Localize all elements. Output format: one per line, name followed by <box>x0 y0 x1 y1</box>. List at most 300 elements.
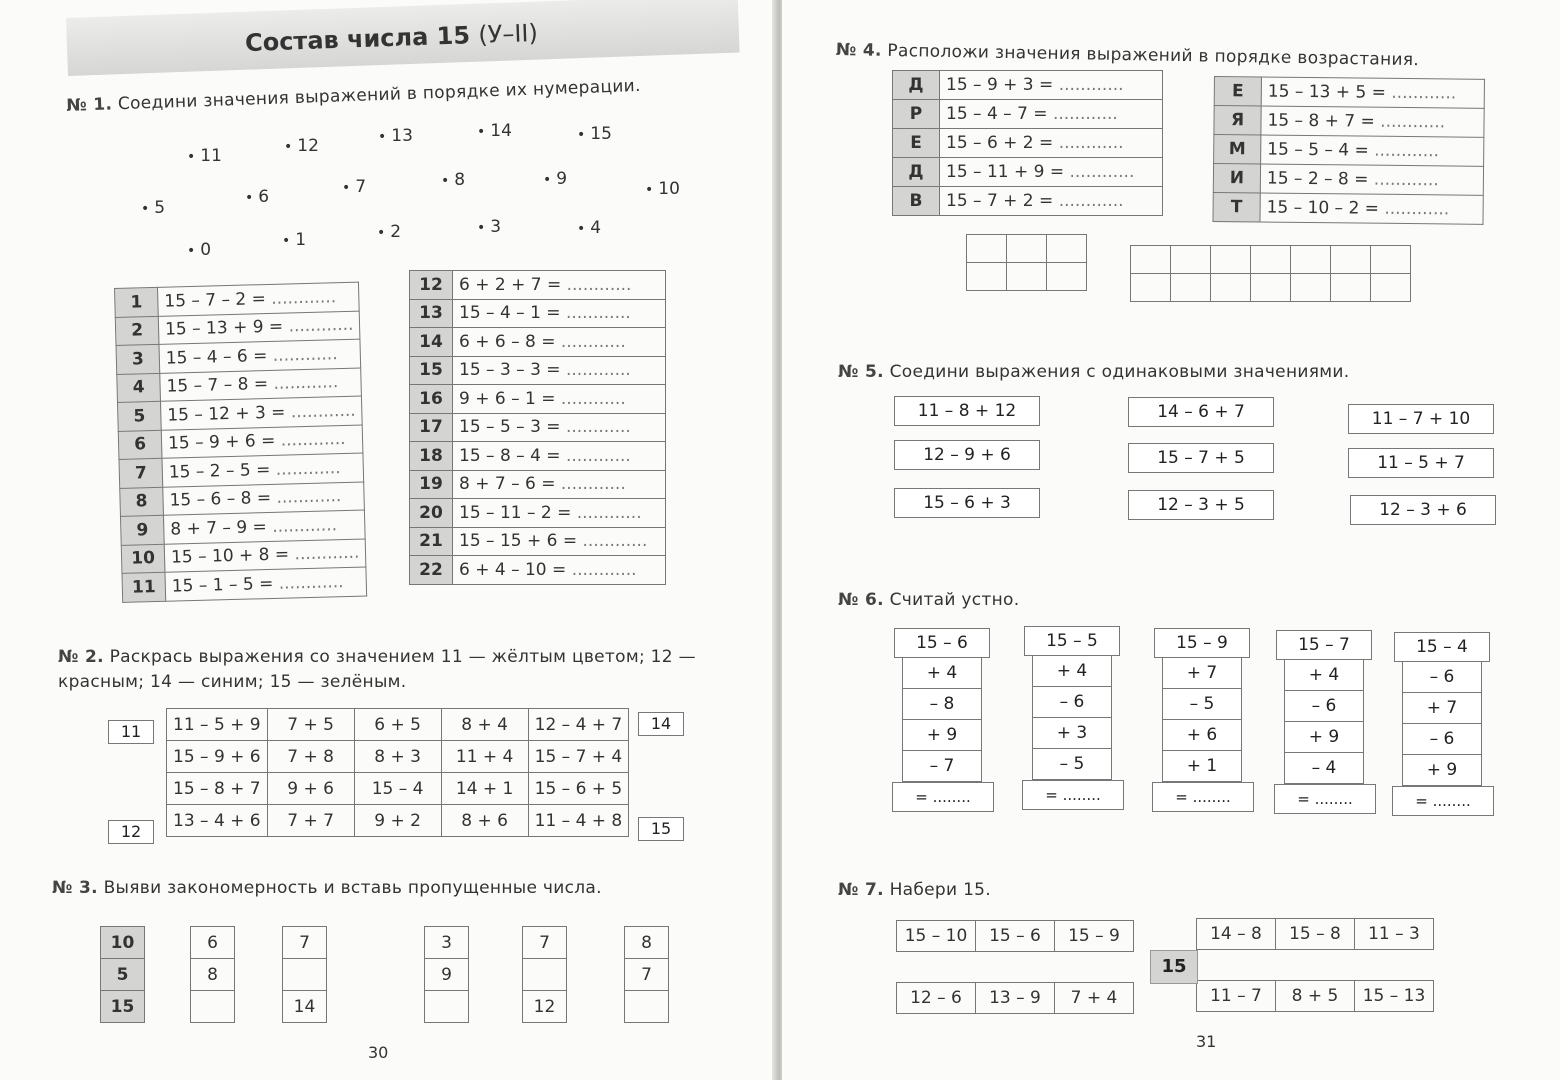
expression-text: 6 + 2 + 7 = <box>459 274 562 295</box>
row-number: 3 <box>116 344 160 374</box>
answer-cell[interactable] <box>1131 274 1171 302</box>
task4-row <box>893 129 1163 158</box>
row-number: 4 <box>117 373 161 403</box>
result-cell[interactable]: = ........ <box>1274 784 1376 814</box>
row-number: 19 <box>410 470 453 499</box>
answer-blank: ............ <box>565 303 631 324</box>
expression-text: 15 – 7 + 2 = <box>946 191 1054 211</box>
column-operations <box>1032 656 1112 780</box>
task4-text: Расположи значения выражений в порядке возрастания. <box>887 40 1420 71</box>
expression-cell[interactable] <box>453 385 666 414</box>
task7-top-right <box>1196 918 1434 950</box>
colorable-expression[interactable]: 15 – 8 + 7 <box>167 773 268 805</box>
answer-blank: ............ <box>560 474 626 495</box>
task2-heading-line2 <box>58 672 407 692</box>
answer-blank: ............ <box>294 542 360 565</box>
operation-cell: – 4 <box>1284 753 1364 784</box>
column-start-expression: 15 – 4 <box>1394 632 1490 662</box>
operation-cell: – 5 <box>1032 749 1112 780</box>
row-number: 6 <box>118 430 162 460</box>
expression-text: 15 – 15 + 6 = <box>459 531 578 552</box>
task3-column <box>100 926 145 1023</box>
colorable-expression[interactable]: 9 + 2 <box>354 805 441 837</box>
missing-number-cell[interactable] <box>523 959 567 991</box>
task3-row <box>191 959 235 991</box>
answer-blank: ............ <box>1384 198 1450 220</box>
answer-cell[interactable] <box>1211 246 1251 274</box>
answer-cell[interactable] <box>1251 274 1291 302</box>
task1-row <box>410 356 666 385</box>
task4-row <box>893 100 1163 129</box>
task2-heading <box>58 647 696 667</box>
label-box-15: 15 <box>638 817 684 841</box>
answer-cell[interactable] <box>1371 246 1411 274</box>
task5-box[interactable]: 14 – 6 + 7 <box>1128 397 1274 427</box>
task4-answer-word-1 <box>966 234 1087 291</box>
sum-expression-cell[interactable]: 11 – 7 <box>1197 981 1276 1012</box>
task3-row <box>625 959 669 991</box>
number-cell: 8 <box>191 959 235 991</box>
task3-row <box>283 959 327 991</box>
number-cell: 7 <box>625 959 669 991</box>
task3-row <box>191 991 235 1023</box>
answer-blank: ............ <box>275 457 341 480</box>
expression-cell[interactable] <box>1261 135 1484 166</box>
expression-text: 15 – 2 – 5 = <box>168 459 271 483</box>
row-number: 22 <box>410 556 453 585</box>
number-cell: 14 <box>283 991 327 1023</box>
answer-cell[interactable] <box>1371 274 1411 302</box>
answer-blank: ............ <box>1052 104 1118 124</box>
page-31 <box>782 0 1560 1080</box>
number-cell: 9 <box>425 959 469 991</box>
result-cell[interactable]: = ........ <box>1392 786 1494 816</box>
colorable-expression[interactable]: 15 – 7 + 4 <box>528 741 629 773</box>
task3-row <box>523 959 567 991</box>
dot-8: • 8 <box>441 170 465 190</box>
dot-0: • 0 <box>187 240 211 260</box>
expression-text: 15 – 6 + 2 = <box>946 133 1054 153</box>
expression-cell[interactable] <box>1260 164 1483 195</box>
colorable-expression[interactable]: 15 – 9 + 6 <box>167 741 268 773</box>
expression-cell[interactable] <box>453 356 666 385</box>
mental-math-column <box>1024 626 1120 810</box>
expression-cell[interactable] <box>940 100 1163 129</box>
task2-row <box>167 805 629 837</box>
row-number: 10 <box>121 544 165 574</box>
dot-4: • 4 <box>577 218 601 238</box>
task2-text-line1: Раскрась выражения со значением 11 — жёлтым цветом; 12 — <box>109 647 696 667</box>
row-number: 16 <box>410 385 453 414</box>
number-cell: 12 <box>523 991 567 1023</box>
task5-box[interactable]: 12 – 3 + 6 <box>1350 495 1496 525</box>
answer-blank: ............ <box>582 531 648 552</box>
result-cell[interactable]: = ........ <box>892 782 994 812</box>
task3-number: № 3. <box>52 878 98 898</box>
expression-text: 15 – 2 – 8 = <box>1266 168 1369 190</box>
row-number: 5 <box>117 401 161 431</box>
expression-cell[interactable] <box>453 527 666 556</box>
task3-row <box>425 959 469 991</box>
letter-cell: Е <box>1214 77 1261 106</box>
answer-cell[interactable] <box>967 263 1007 291</box>
letter-cell: В <box>893 187 940 216</box>
expression-text: 15 – 11 + 9 = <box>946 162 1065 182</box>
answer-blank: ............ <box>1058 75 1124 95</box>
dot-5: • 5 <box>141 198 165 218</box>
task4-row <box>893 187 1163 216</box>
expression-text: 15 – 9 + 3 = <box>946 75 1054 95</box>
answer-cell[interactable] <box>1211 274 1251 302</box>
expression-text: 15 – 4 – 7 = <box>946 104 1048 124</box>
colorable-expression[interactable]: 11 – 4 + 8 <box>528 805 629 837</box>
operation-cell: – 5 <box>1162 689 1242 720</box>
letter-cell: Е <box>893 129 940 158</box>
task4-answer-word-2 <box>1130 245 1411 302</box>
expression-text: 15 – 3 – 3 = <box>459 360 561 381</box>
expression-cell[interactable] <box>453 499 666 528</box>
task2-row <box>167 773 629 805</box>
row-number: 12 <box>410 271 453 300</box>
task4-row <box>1214 77 1484 109</box>
expression-cell[interactable] <box>453 271 666 300</box>
colorable-expression[interactable]: 6 + 5 <box>354 709 441 741</box>
row-number: 18 <box>410 442 453 471</box>
sum-expression-cell[interactable]: 15 – 13 <box>1355 981 1434 1012</box>
label-box-12: 12 <box>108 820 154 844</box>
operation-cell: – 6 <box>1402 662 1482 693</box>
answer-cell[interactable] <box>1047 263 1087 291</box>
expression-cell[interactable] <box>940 187 1163 216</box>
answer-blank: ............ <box>271 286 337 309</box>
task3-row <box>283 991 327 1023</box>
operation-cell: – 6 <box>1402 724 1482 755</box>
answer-cell[interactable] <box>967 235 1007 263</box>
task2-grid <box>166 708 629 837</box>
answer-cell[interactable] <box>1007 235 1047 263</box>
sum-expression-cell[interactable]: 12 – 6 <box>897 983 976 1014</box>
answer-blank: ............ <box>565 360 631 381</box>
expression-cell[interactable] <box>940 71 1163 100</box>
column-start-expression: 15 – 7 <box>1276 630 1372 660</box>
page-number-30: 30 <box>368 1043 389 1062</box>
expression-text: 6 + 4 – 10 = <box>459 559 567 580</box>
operation-cell: + 4 <box>1032 656 1112 687</box>
task4-row <box>1213 164 1483 196</box>
task3-row <box>425 927 469 959</box>
expression-cell[interactable] <box>453 328 666 357</box>
answer-cell[interactable] <box>1007 263 1047 291</box>
operation-cell: – 7 <box>902 751 982 782</box>
task5-box[interactable]: 11 – 7 + 10 <box>1348 404 1494 434</box>
task3-column <box>624 926 669 1023</box>
dot-9: • 9 <box>543 169 567 189</box>
expression-cell[interactable] <box>453 556 666 585</box>
dot-15: • 15 <box>577 124 612 144</box>
task4-row <box>1213 192 1483 224</box>
sum-expression-cell[interactable]: 15 – 10 <box>897 921 976 952</box>
colorable-expression[interactable]: 7 + 5 <box>267 709 354 741</box>
colorable-expression[interactable]: 13 – 4 + 6 <box>167 805 268 837</box>
answer-blank: ............ <box>288 314 354 337</box>
sum-expression-cell[interactable]: 11 – 3 <box>1355 919 1434 950</box>
row-number: 14 <box>410 328 453 357</box>
answer-blank: ............ <box>571 559 637 580</box>
task1-row <box>410 413 666 442</box>
missing-number-cell[interactable] <box>191 991 235 1023</box>
task3-column <box>282 926 327 1023</box>
colorable-expression[interactable]: 8 + 4 <box>441 709 528 741</box>
colorable-expression[interactable]: 15 – 6 + 5 <box>528 773 629 805</box>
row-number: 20 <box>410 499 453 528</box>
answer-cell[interactable] <box>1331 246 1371 274</box>
row-number: 9 <box>120 515 164 545</box>
task1-text: Соедини значения выражений в порядке их нумерации. <box>117 75 642 115</box>
dot-7: • 7 <box>342 177 366 197</box>
task4-number: № 4. <box>835 40 882 61</box>
sum-expression-cell[interactable]: 13 – 9 <box>976 983 1055 1014</box>
answer-cell[interactable] <box>1291 274 1331 302</box>
task5-box[interactable]: 11 – 8 + 12 <box>894 396 1040 426</box>
missing-number-cell[interactable] <box>283 959 327 991</box>
dot-6: • 6 <box>245 187 269 207</box>
row-number: 13 <box>410 299 453 328</box>
dot-13: • 13 <box>378 126 413 146</box>
task1-row <box>410 299 666 328</box>
answer-blank: ............ <box>1374 140 1440 162</box>
task4-row <box>893 71 1163 100</box>
operation-cell: – 6 <box>1284 691 1364 722</box>
column-start-expression: 15 – 6 <box>894 628 990 658</box>
operation-cell: + 7 <box>1402 693 1482 724</box>
missing-number-cell[interactable] <box>625 991 669 1023</box>
expression-cell[interactable] <box>1261 77 1484 108</box>
answer-cell[interactable] <box>1171 274 1211 302</box>
expression-text: 15 – 13 + 5 = <box>1267 81 1387 103</box>
expression-text: 8 + 7 – 6 = <box>459 474 556 495</box>
colorable-expression[interactable]: 8 + 3 <box>354 741 441 773</box>
task1-row <box>410 328 666 357</box>
mental-math-column <box>1276 630 1372 814</box>
operation-cell: + 4 <box>902 658 982 689</box>
dot-12: • 12 <box>284 136 319 156</box>
colorable-expression[interactable]: 9 + 6 <box>267 773 354 805</box>
colorable-expression[interactable]: 14 + 1 <box>441 773 528 805</box>
answer-blank: ............ <box>276 486 342 509</box>
answer-cell[interactable] <box>1331 274 1371 302</box>
expression-text: 15 – 4 – 1 = <box>459 303 561 324</box>
expression-cell[interactable] <box>453 470 666 499</box>
expression-text: 15 – 13 + 9 = <box>164 316 284 340</box>
task2-text-line2: красным; 14 — синим; 15 — зелёным. <box>58 672 407 692</box>
answer-cell[interactable] <box>1047 235 1087 263</box>
column-operations <box>1162 658 1242 782</box>
answer-cell[interactable] <box>1251 246 1291 274</box>
expression-text: 15 – 5 – 3 = <box>459 417 561 438</box>
expression-cell[interactable] <box>453 413 666 442</box>
operation-cell: + 6 <box>1162 720 1242 751</box>
mental-math-column <box>1394 632 1490 816</box>
letter-cell: Р <box>893 100 940 129</box>
task7-center-15: 15 <box>1150 950 1198 984</box>
expression-cell[interactable] <box>165 567 367 601</box>
sum-expression-cell[interactable]: 8 + 5 <box>1276 981 1355 1012</box>
colorable-expression[interactable]: 11 + 4 <box>441 741 528 773</box>
sum-expression-cell[interactable]: 15 – 6 <box>976 921 1055 952</box>
task2-row <box>167 709 629 741</box>
colorable-expression[interactable]: 7 + 8 <box>267 741 354 773</box>
task5-box[interactable]: 12 – 3 + 5 <box>1128 490 1274 520</box>
colorable-expression[interactable]: 7 + 7 <box>267 805 354 837</box>
expression-cell[interactable] <box>1261 106 1484 137</box>
operation-cell: + 9 <box>1284 722 1364 753</box>
task3-row <box>625 991 669 1023</box>
result-cell[interactable]: = ........ <box>1022 780 1124 810</box>
task1-table-a <box>114 282 368 603</box>
dot-2: • 2 <box>377 222 401 242</box>
dot-14: • 14 <box>477 121 512 141</box>
label-box-11: 11 <box>108 720 154 744</box>
expression-text: 15 – 10 + 8 = <box>170 544 290 568</box>
answer-blank: ............ <box>1380 111 1446 133</box>
answer-cell[interactable] <box>1131 246 1171 274</box>
task1-row <box>410 527 666 556</box>
task3-row <box>625 927 669 959</box>
label-box-14: 14 <box>638 712 684 736</box>
sum-expression-cell[interactable]: 7 + 4 <box>1055 983 1134 1014</box>
expression-cell[interactable] <box>453 299 666 328</box>
dot-11: • 11 <box>187 146 222 166</box>
task1-row <box>410 271 666 300</box>
row-number: 2 <box>115 316 159 346</box>
task3-row <box>101 991 145 1023</box>
row-number: 21 <box>410 527 453 556</box>
answer-blank: ............ <box>271 514 338 537</box>
number-cell: 6 <box>191 927 235 959</box>
task5-number: № 5. <box>838 362 884 382</box>
answer-blank: ............ <box>272 343 338 366</box>
colorable-expression[interactable]: 15 – 4 <box>354 773 441 805</box>
expression-text: 15 – 9 + 6 = <box>167 431 276 454</box>
expression-cell[interactable] <box>940 158 1163 187</box>
colorable-expression[interactable]: 8 + 6 <box>441 805 528 837</box>
answer-cell[interactable] <box>1291 246 1331 274</box>
task3-row <box>523 927 567 959</box>
expression-text: 15 – 8 – 4 = <box>459 445 561 466</box>
letter-cell: М <box>1214 135 1261 164</box>
dot-1: • 1 <box>282 230 306 250</box>
answer-blank: ............ <box>1373 169 1439 191</box>
task7-top-left <box>896 920 1134 952</box>
sum-expression-cell[interactable]: 15 – 9 <box>1055 921 1134 952</box>
operation-cell: – 8 <box>902 689 982 720</box>
task5-box[interactable]: 11 – 5 + 7 <box>1348 448 1494 478</box>
number-cell: 7 <box>523 927 567 959</box>
task3-row <box>523 991 567 1023</box>
expression-text: 15 – 7 – 8 = <box>166 374 269 397</box>
answer-blank: ............ <box>1058 191 1124 211</box>
task3-row <box>425 991 469 1023</box>
result-cell[interactable]: = ........ <box>1152 782 1254 812</box>
sum-expression-cell[interactable]: 14 – 8 <box>1197 919 1276 950</box>
task2-number: № 2. <box>58 647 104 667</box>
task2-row <box>167 741 629 773</box>
task1-row <box>122 567 367 602</box>
task3-text: Выяви закономерность и вставь пропущенные числа. <box>103 878 602 898</box>
column-operations <box>902 658 982 782</box>
task1-row <box>410 556 666 585</box>
task1-row <box>410 442 666 471</box>
expression-text: 15 – 4 – 6 = <box>165 345 268 369</box>
number-cell: 10 <box>101 927 145 959</box>
expression-text: 15 – 8 + 7 = <box>1267 110 1375 132</box>
colorable-expression[interactable]: 12 – 4 + 7 <box>528 709 629 741</box>
task1-row <box>410 499 666 528</box>
task4-row <box>1214 135 1484 167</box>
sum-expression-cell[interactable]: 15 – 8 <box>1276 919 1355 950</box>
answer-blank: ............ <box>565 445 631 466</box>
expression-cell[interactable] <box>1260 193 1483 224</box>
column-operations <box>1402 662 1482 786</box>
answer-cell[interactable] <box>1171 246 1211 274</box>
expression-text: 8 + 7 – 9 = <box>170 516 268 540</box>
column-operations <box>1284 660 1364 784</box>
expression-text: 15 – 1 – 5 = <box>171 573 274 597</box>
column-start-expression: 15 – 5 <box>1024 626 1120 656</box>
task5-box[interactable]: 15 – 6 + 3 <box>894 488 1040 518</box>
expression-cell[interactable] <box>940 129 1163 158</box>
task3-row <box>283 927 327 959</box>
dot-10: • 10 <box>645 179 680 199</box>
task6-text: Считай устно. <box>889 590 1020 610</box>
answer-blank: ............ <box>560 388 626 409</box>
colorable-expression[interactable]: 11 – 5 + 9 <box>167 709 268 741</box>
task5-text: Соедини выражения с одинаковыми значениями. <box>889 362 1350 382</box>
task3-heading <box>52 878 602 898</box>
task3-column <box>522 926 567 1023</box>
task5-box[interactable]: 12 – 9 + 6 <box>894 440 1040 470</box>
task1-heading <box>66 76 641 116</box>
row-number: 11 <box>122 572 166 602</box>
expression-text: 15 – 11 – 2 = <box>459 502 572 523</box>
mental-math-column <box>1154 628 1250 812</box>
answer-blank: ............ <box>273 372 339 395</box>
column-start-expression: 15 – 9 <box>1154 628 1250 658</box>
expression-cell[interactable] <box>453 442 666 471</box>
answer-blank: ............ <box>290 400 356 423</box>
answer-blank: ............ <box>565 417 631 438</box>
number-cell: 7 <box>283 927 327 959</box>
task5-box[interactable]: 15 – 7 + 5 <box>1128 443 1274 473</box>
operation-cell: – 6 <box>1032 687 1112 718</box>
number-cell: 3 <box>425 927 469 959</box>
answer-blank: ............ <box>1058 133 1124 153</box>
mental-math-column <box>894 628 990 812</box>
task3-row <box>191 927 235 959</box>
answer-blank: ............ <box>576 502 642 523</box>
expression-text: 9 + 6 – 1 = <box>459 388 556 409</box>
row-number: 15 <box>410 356 453 385</box>
task7-text: Набери 15. <box>889 880 992 900</box>
answer-blank: ............ <box>560 331 626 352</box>
missing-number-cell[interactable] <box>425 991 469 1023</box>
operation-cell: + 9 <box>1402 755 1482 786</box>
letter-cell: Я <box>1214 106 1261 135</box>
task1-row <box>410 470 666 499</box>
answer-blank: ............ <box>280 429 346 451</box>
page-number-31: 31 <box>1196 1032 1217 1051</box>
expression-text: 15 – 7 – 2 = <box>164 288 267 312</box>
